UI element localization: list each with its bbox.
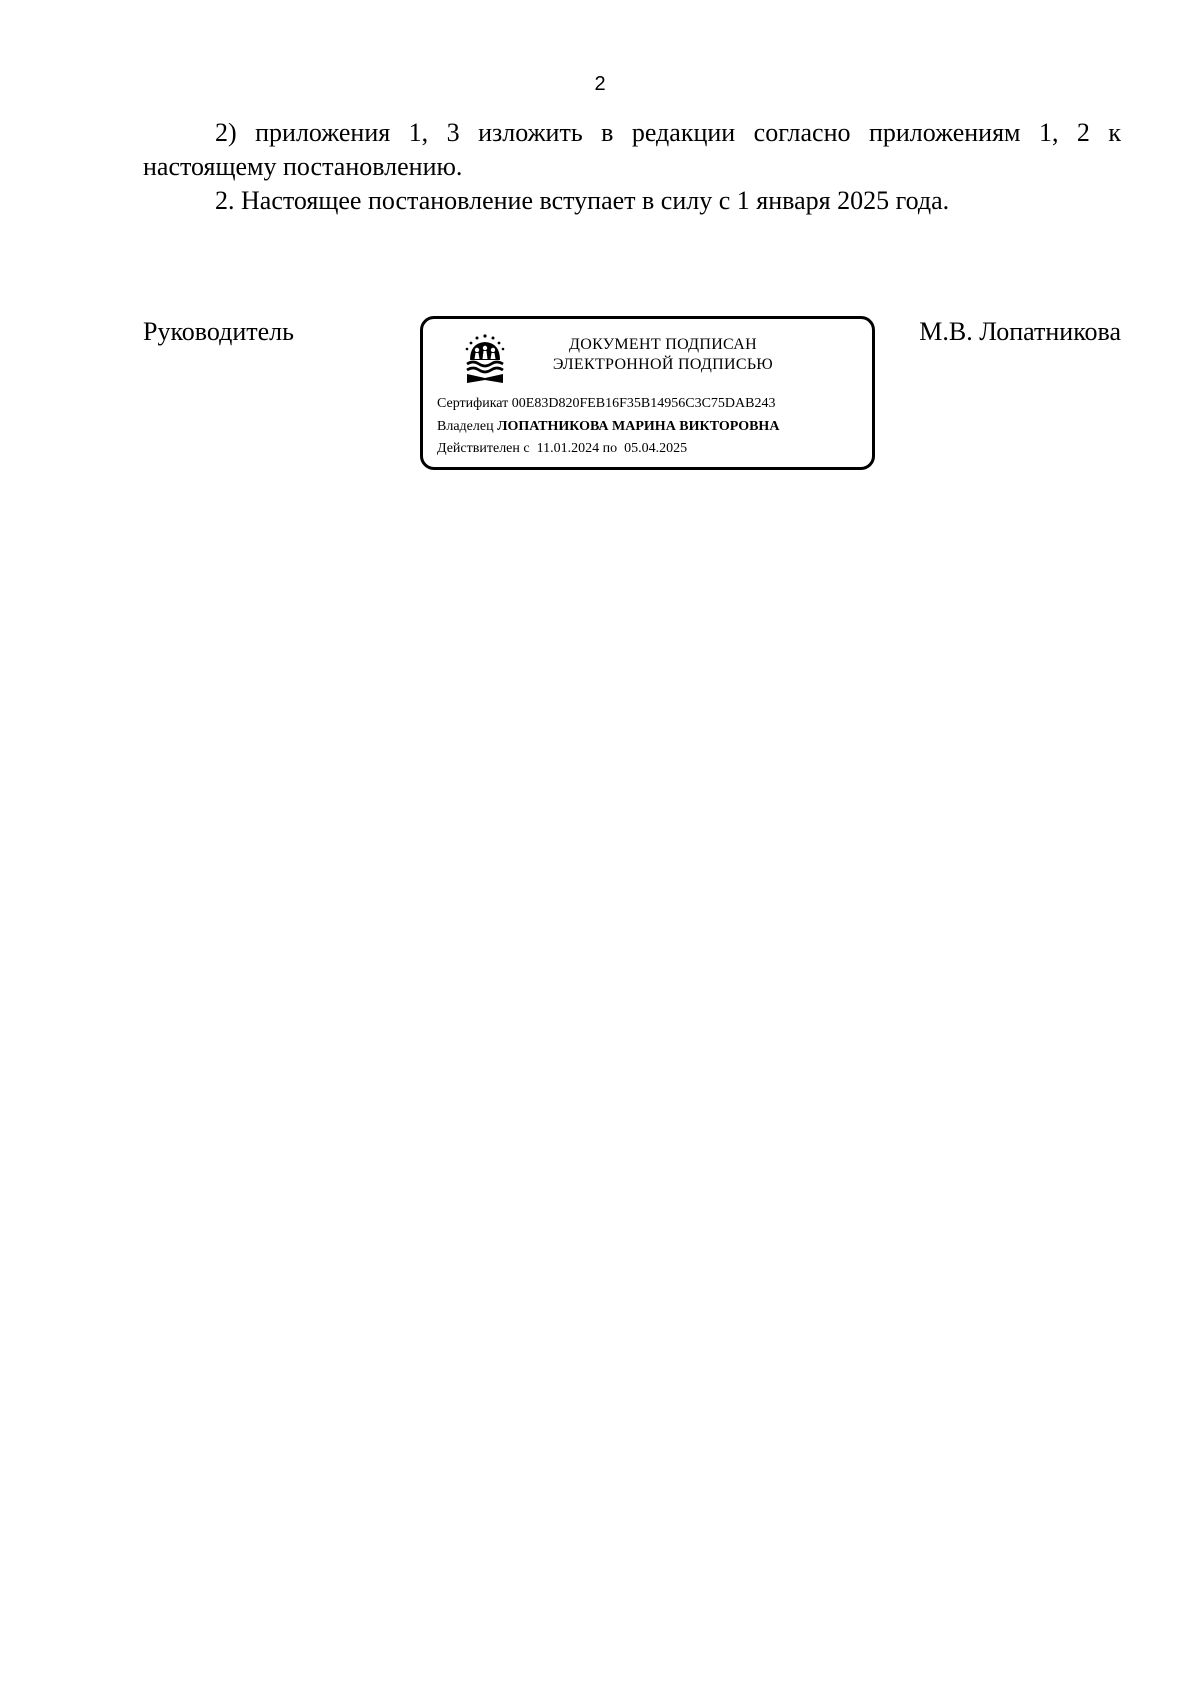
certificate-label: Сертификат [437, 396, 509, 411]
regional-emblem-icon [462, 333, 508, 385]
page-number: 2 [594, 73, 606, 95]
stamp-title [523, 335, 803, 375]
valid-to-label: по [602, 441, 618, 456]
certificate-value: 00E83D820FEB16F35B14956C3C75DAB243 [511, 396, 776, 411]
signatory-position: Руководитель [143, 317, 294, 346]
stamp-title-line-2: ЭЛЕКТРОННОЙ ПОДПИСЬЮ [552, 356, 774, 373]
valid-to-date: 05.04.2025 [624, 441, 688, 456]
stamp-owner-line [437, 418, 779, 436]
stamp-certificate-line [437, 395, 775, 413]
paragraph-amendment: 2) приложения 1, 3 изложить в редакции согласно приложениям 1, 2 к настоящему постановлению. [143, 118, 1121, 181]
valid-from-label: с [523, 441, 530, 456]
valid-from-date: 11.01.2024 [536, 441, 600, 456]
paragraph-effective-date: 2. Настоящее постановление вступает в силу с 1 января 2025 года. [215, 186, 950, 215]
valid-label: Действителен [437, 441, 520, 456]
stamp-title-line-1: ДОКУМЕНТ ПОДПИСАН [569, 336, 757, 353]
owner-value: ЛОПАТНИКОВА МАРИНА ВИКТОРОВНА [497, 419, 780, 434]
stamp-validity-line [437, 440, 687, 458]
signatory-name: М.В. Лопатникова [919, 317, 1121, 346]
owner-label: Владелец [437, 419, 494, 434]
document-body [143, 116, 1121, 218]
electronic-signature-stamp [420, 316, 875, 470]
